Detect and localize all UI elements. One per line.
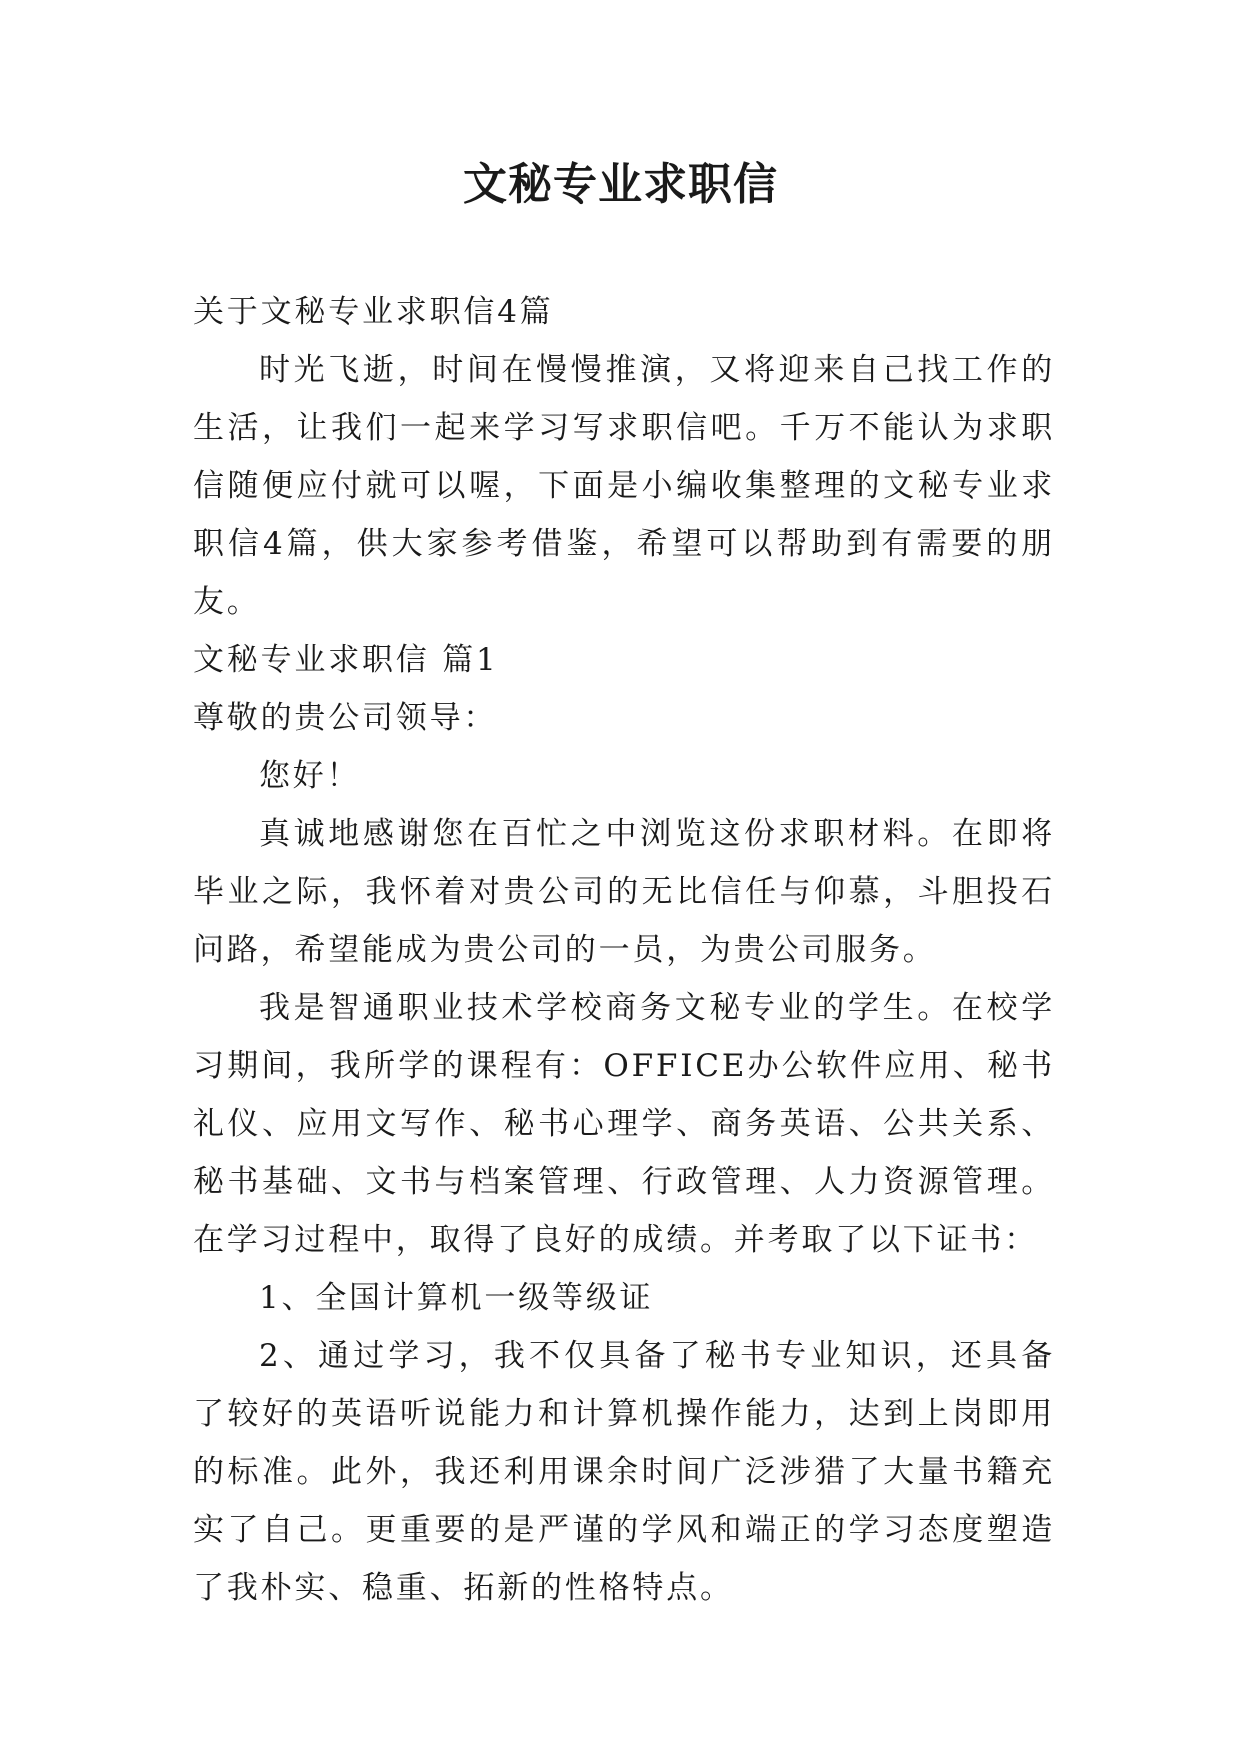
document-body: [193, 283, 1055, 1617]
salutation: 尊敬的贵公司领导：: [193, 700, 498, 736]
body-paragraph: 真诚地感谢您在百忙之中浏览这份求职材料。在即将毕业之际，我怀着对贵公司的无比信任与仰慕，斗胆投石问路，希望能成为贵公司的一员，为贵公司服务。: [193, 816, 1055, 968]
body-paragraph: 我是智通职业技术学校商务文秘专业的学生。在校学习期间，我所学的课程有：OFFICE办公软件应用、秘书礼仪、应用文写作、秘书心理学、商务英语、公共关系、秘书基础、文书与档案管理、行政管理、人力资源管理。在学习过程中，取得了良好的成绩。并考取了以下证书：: [193, 990, 1055, 1258]
document-title: 文秘专业求职信: [463, 159, 778, 210]
intro-paragraph: 时光飞逝，时间在慢慢推演，又将迎来自己找工作的生活，让我们一起来学习写求职信吧。千万不能认为求职信随便应付就可以喔，下面是小编收集整理的文秘专业求职信4篇，供大家参考借鉴，希望可以帮助到有需要的朋友。: [193, 352, 1055, 620]
intro-heading: 关于文秘专业求职信4篇: [193, 294, 554, 330]
list-item: 2、通过学习，我不仅具备了秘书专业知识，还具备了较好的英语听说能力和计算机操作能力，达到上岗即用的标准。此外，我还利用课余时间广泛涉猎了大量书籍充实了自己。更重要的是严谨的学风和端正的学习态度塑造了我朴实、稳重、拓新的性格特点。: [193, 1338, 1055, 1606]
list-item: 1、全国计算机一级等级证: [259, 1280, 654, 1316]
section-heading-1: 文秘专业求职信 篇1: [193, 642, 499, 678]
greeting: 您好！: [259, 758, 361, 794]
